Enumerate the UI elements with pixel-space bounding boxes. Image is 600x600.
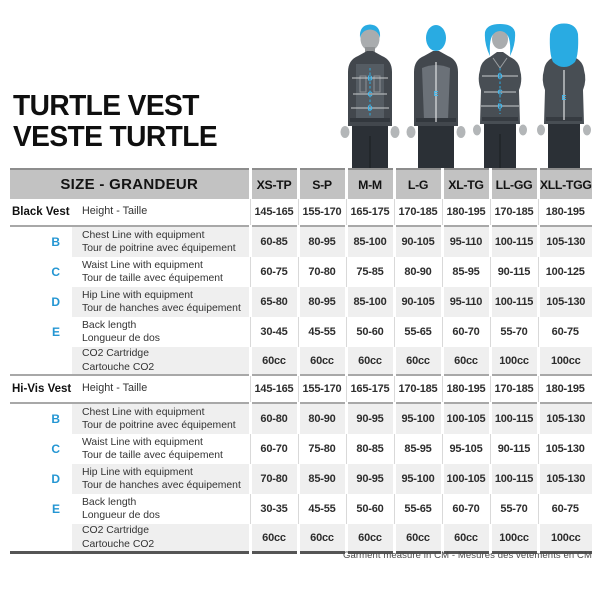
- measurement-label: [72, 226, 250, 257]
- size-value-cell: 60cc: [442, 524, 490, 553]
- size-value-cell: 100-105: [442, 403, 490, 434]
- product-title-fr: VESTE TURTLE: [13, 121, 218, 154]
- section-label: Hi-Vis Vest: [10, 375, 72, 403]
- size-table-header: [10, 169, 592, 199]
- size-column-header: S-P: [298, 169, 346, 199]
- size-value-cell: 105-130: [538, 403, 592, 434]
- measurement-label-en: Back length: [82, 319, 137, 331]
- size-value-cell: 80-95: [298, 287, 346, 317]
- size-value-cell: 60-75: [538, 494, 592, 524]
- size-value-cell: 75-80: [298, 434, 346, 464]
- measure-letter-e: E: [561, 95, 567, 102]
- male-back-head-icon: [426, 25, 446, 51]
- measure-letter-e: E: [433, 91, 439, 98]
- row-letter: [10, 347, 72, 375]
- size-value-cell: 70-80: [298, 257, 346, 287]
- size-value-cell: 60cc: [298, 347, 346, 375]
- height-value-cell: 155-170: [298, 375, 346, 403]
- size-value-cell: 95-100: [394, 464, 442, 494]
- measurement-row: [10, 317, 592, 347]
- measurement-row: [10, 226, 592, 257]
- measurement-row: [10, 464, 592, 494]
- size-value-cell: 100-115: [490, 287, 538, 317]
- measurement-label-fr: Tour de hanches avec équipement: [82, 480, 241, 491]
- row-letter: C: [51, 442, 60, 456]
- section-hi-vis-vest: [10, 375, 592, 553]
- size-value-cell: 50-60: [346, 494, 394, 524]
- size-column-header: XS-TP: [250, 169, 298, 199]
- size-value-cell: 60-75: [250, 257, 298, 287]
- size-chart-table-wrap: [10, 168, 592, 554]
- measurement-row: [10, 524, 592, 553]
- size-value-cell: 80-85: [346, 434, 394, 464]
- measurement-label-fr: Tour de hanches avec équipement: [82, 303, 241, 314]
- measurement-label: [72, 257, 250, 287]
- height-value-cell: 180-195: [442, 199, 490, 226]
- size-value-cell: 95-110: [442, 226, 490, 257]
- row-letter: [10, 524, 72, 553]
- size-value-cell: 90-105: [394, 226, 442, 257]
- size-value-cell: 90-95: [346, 464, 394, 494]
- height-value-cell: 145-165: [250, 199, 298, 226]
- height-value-cell: 145-165: [250, 375, 298, 403]
- male-back-figure: [407, 25, 466, 168]
- size-value-cell: 100-115: [490, 403, 538, 434]
- section-label: Black Vest: [10, 199, 72, 226]
- size-value-cell: 60-70: [442, 317, 490, 347]
- size-value-cell: 30-35: [250, 494, 298, 524]
- size-column-header: M-M: [346, 169, 394, 199]
- size-value-cell: 60cc: [250, 347, 298, 375]
- measure-letter-d: D: [367, 105, 373, 113]
- height-value-cell: 170-185: [394, 375, 442, 403]
- measurement-label-en: Hip Line with equipment: [82, 289, 193, 301]
- height-value-cell: 155-170: [298, 199, 346, 226]
- size-value-cell: 60cc: [250, 524, 298, 553]
- measurement-label-fr: Tour de poitrine avec équipement: [82, 420, 236, 431]
- measurement-label: [72, 434, 250, 464]
- measure-letter-c: C: [497, 89, 503, 97]
- size-value-cell: 60-70: [442, 494, 490, 524]
- measure-letter-b: B: [367, 75, 373, 83]
- size-value-cell: 100-115: [490, 226, 538, 257]
- female-back-hair-icon: [550, 24, 578, 68]
- size-value-cell: 90-115: [490, 257, 538, 287]
- measurement-row: [10, 434, 592, 464]
- height-row: [10, 375, 592, 403]
- measurement-label: [72, 317, 250, 347]
- row-letter: D: [10, 287, 72, 317]
- size-column-header: LL-GG: [490, 169, 538, 199]
- size-value-cell: 105-130: [538, 226, 592, 257]
- size-value-cell: 105-130: [538, 434, 592, 464]
- measurement-label: [72, 347, 250, 375]
- size-value-cell: 80-95: [298, 226, 346, 257]
- size-value-cell: 60cc: [298, 524, 346, 553]
- measurement-unit-note: Garment measure in CM - Mesures des vêtements en CM: [342, 550, 592, 561]
- measurement-label: [72, 524, 250, 553]
- row-letter: B: [10, 226, 72, 257]
- size-value-cell: 60-80: [250, 403, 298, 434]
- size-value-cell: 105-130: [538, 287, 592, 317]
- measurement-label-en: Waist Line with equipment: [82, 436, 203, 448]
- size-value-cell: 90-105: [394, 287, 442, 317]
- size-value-cell: 70-80: [250, 464, 298, 494]
- column-header-row: [10, 169, 592, 199]
- size-value-cell: 45-55: [298, 494, 346, 524]
- size-value-cell: 100cc: [490, 524, 538, 553]
- size-value-cell: 55-70: [490, 317, 538, 347]
- height-value-cell: 170-185: [394, 199, 442, 226]
- size-value-cell: 55-65: [394, 494, 442, 524]
- size-value-cell: 55-65: [394, 317, 442, 347]
- female-front-figure: [473, 24, 527, 168]
- size-value-cell: 85-95: [394, 434, 442, 464]
- height-value-cell: 180-195: [442, 375, 490, 403]
- measurement-row: [10, 287, 592, 317]
- size-value-cell: 85-100: [346, 287, 394, 317]
- height-label: Height - Taille: [72, 199, 250, 226]
- vest-figures-illustration: [324, 18, 596, 168]
- row-letter: D: [10, 464, 72, 494]
- measurement-label: [72, 403, 250, 434]
- female-back-figure: [537, 24, 591, 169]
- measurement-label-fr: Longueur de dos: [82, 333, 160, 344]
- size-value-cell: 60-85: [250, 226, 298, 257]
- size-value-cell: 60-75: [538, 317, 592, 347]
- size-column-header: XLL-TGG: [538, 169, 592, 199]
- height-value-cell: 180-195: [538, 375, 592, 403]
- measurement-label-en: Hip Line with equipment: [82, 466, 193, 478]
- size-header-cell: SIZE - GRANDEUR: [10, 169, 250, 199]
- measure-letter-d: D: [497, 103, 503, 111]
- male-front-figure: [341, 25, 400, 169]
- size-value-cell: 60cc: [394, 347, 442, 375]
- size-value-cell: 75-85: [346, 257, 394, 287]
- size-value-cell: 60cc: [346, 524, 394, 553]
- measurement-label-en: Chest Line with equipment: [82, 406, 205, 418]
- size-table: [10, 168, 592, 554]
- size-value-cell: 60cc: [394, 524, 442, 553]
- size-value-cell: 85-100: [346, 226, 394, 257]
- size-value-cell: 45-55: [298, 317, 346, 347]
- size-value-cell: 85-90: [298, 464, 346, 494]
- size-value-cell: 85-95: [442, 257, 490, 287]
- size-value-cell: 50-60: [346, 317, 394, 347]
- height-label: Height - Taille: [72, 375, 250, 403]
- size-value-cell: 65-80: [250, 287, 298, 317]
- height-value-cell: 170-185: [490, 199, 538, 226]
- size-value-cell: 100cc: [538, 524, 592, 553]
- height-value-cell: 170-185: [490, 375, 538, 403]
- size-value-cell: 95-105: [442, 434, 490, 464]
- measurement-label: [72, 494, 250, 524]
- measurement-row: [10, 347, 592, 375]
- size-value-cell: 60-70: [250, 434, 298, 464]
- size-value-cell: 80-90: [394, 257, 442, 287]
- size-value-cell: 90-95: [346, 403, 394, 434]
- size-value-cell: 100cc: [538, 347, 592, 375]
- section-black-vest: [10, 199, 592, 375]
- size-value-cell: 105-130: [538, 464, 592, 494]
- measurement-label-en: CO2 Cartridge: [82, 348, 149, 360]
- size-column-header: L-G: [394, 169, 442, 199]
- measurement-label-fr: Tour de taille avec équipement: [82, 450, 223, 461]
- measurement-label-fr: Cartouche CO2: [82, 538, 155, 550]
- size-value-cell: 100-115: [490, 464, 538, 494]
- measurement-row: [10, 257, 592, 287]
- measure-letter-c: C: [367, 91, 373, 99]
- height-row: [10, 199, 592, 226]
- row-letter: E: [51, 502, 60, 516]
- size-value-cell: 90-115: [490, 434, 538, 464]
- product-title-en: TURTLE VEST: [13, 90, 199, 122]
- measurement-label: [72, 464, 250, 494]
- measurement-row: [10, 403, 592, 434]
- height-value-cell: 165-175: [346, 199, 394, 226]
- measurement-label-en: Waist Line with equipment: [82, 259, 203, 271]
- size-value-cell: 80-90: [298, 403, 346, 434]
- measurement-label-fr: Cartouche CO2: [82, 361, 155, 373]
- row-letter: B: [10, 403, 72, 434]
- height-value-cell: 165-175: [346, 375, 394, 403]
- measurement-label-en: Back length: [82, 496, 137, 508]
- size-value-cell: 60cc: [442, 347, 490, 375]
- measurement-row: [10, 494, 592, 524]
- size-value-cell: 95-110: [442, 287, 490, 317]
- height-value-cell: 180-195: [538, 199, 592, 226]
- measurement-label-fr: Tour de poitrine avec équipement: [82, 243, 236, 254]
- measurement-label-fr: Longueur de dos: [82, 510, 160, 521]
- page-title: [13, 91, 223, 153]
- size-value-cell: 100cc: [490, 347, 538, 375]
- measurement-label-en: CO2 Cartridge: [82, 525, 149, 537]
- size-value-cell: 100-125: [538, 257, 592, 287]
- measurement-label: [72, 287, 250, 317]
- row-letter: E: [51, 325, 60, 339]
- measure-letter-b: B: [497, 73, 503, 81]
- size-value-cell: 95-100: [394, 403, 442, 434]
- size-value-cell: 100-105: [442, 464, 490, 494]
- size-value-cell: 30-45: [250, 317, 298, 347]
- measurement-label-fr: Tour de taille avec équipement: [82, 273, 223, 284]
- size-column-header: XL-TG: [442, 169, 490, 199]
- row-letter: C: [51, 265, 60, 279]
- size-value-cell: 55-70: [490, 494, 538, 524]
- size-value-cell: 60cc: [346, 347, 394, 375]
- measurement-label-en: Chest Line with equipment: [82, 229, 205, 241]
